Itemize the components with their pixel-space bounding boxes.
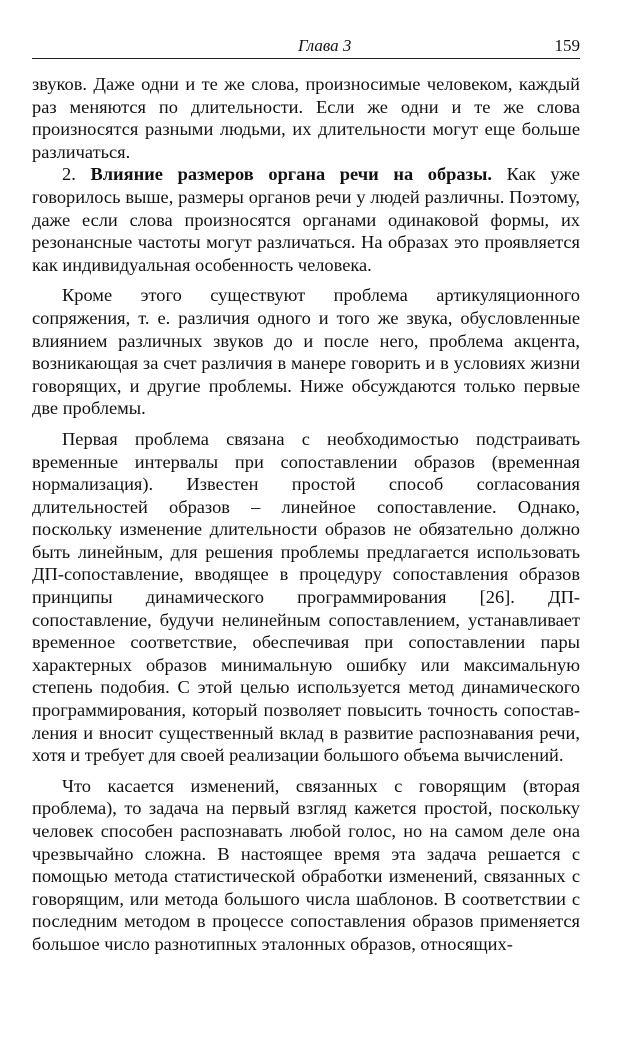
list-number: 2. <box>62 164 76 185</box>
paragraph-other-problems: Кроме этого существуют проблема артикуляционного сопряжения, т. е. различия одного и того же звука, обусловленные влиянием различных звуков до и после него, проблема акцента, возникающая за счет различия в манере говорить и в условиях жизни говорящих, и другие проблемы. Ниже обсуждаются только первые две проблемы. <box>32 285 580 419</box>
body-text <box>32 73 580 956</box>
running-header <box>32 36 580 59</box>
chapter-title: Глава 3 <box>298 36 352 55</box>
page-number: 159 <box>554 36 580 55</box>
paragraph-time-normalization: Первая проблема связана с необходимостью подстраивать временные интервалы при сопоставлении образов (временная нормализация). Известен простой способ согласования длительностей образов – линейное сопоставление. Однако, поскольку изменение длительности образов не обязательно должно быть линейным, для решения проблемы предлагается использовать ДП-сопоставление, вводящее в процедуру сопоставления образов принципы динамического программирования [26]. ДП-сопоставление, будучи нелинейным сопоставлением, устанавливает временное соответствие, обеспечивая при сопоставлении пары характерных образов минимальную ошибку или максимальную степень подобия. С этой целью используется метод динамического программирования, который позволяет повысить точность сопоставления и вносит существенный вклад в развитие распознавания речи, хотя и требует для своей реализации большого объема вычислений. <box>32 428 580 766</box>
paragraph-speaker-variation: Что касается изменений, связанных с говорящим (вторая проблема), то задача на первый взгляд кажется простой, поскольку человек способен распознавать любой голос, но на самом деле она чрезвычайно сложна. В настоящее время эта задача решается с помощью метода статистической обработки изменений, связанных с говорящим, или метода большого числа шаблонов. В соответствии с последним методом в процессе сопоставления образов применяется большое число разнотипных эталонных образов, относящих- <box>32 775 580 954</box>
paragraph-continued: звуков. Даже одни и те же слова, произносимые человеком, каждый раз меняются по длительности. Если же одни и те же слова произносятся разными людьми, их длительности могут еще больше различаться. <box>32 74 580 162</box>
paragraph-run-in-heading: Влияние размеров органа речи на образы. <box>90 164 492 185</box>
paragraph-text: Как уже говорилось выше, размеры органов речи у людей различны. Поэтому, даже если слова произносятся органами одинаковой формы, их резонансные частоты могут различаться. На образах это проявляется как индивидуальная особенность человека. <box>32 164 580 275</box>
paragraph-speech-organ-size <box>32 163 580 276</box>
